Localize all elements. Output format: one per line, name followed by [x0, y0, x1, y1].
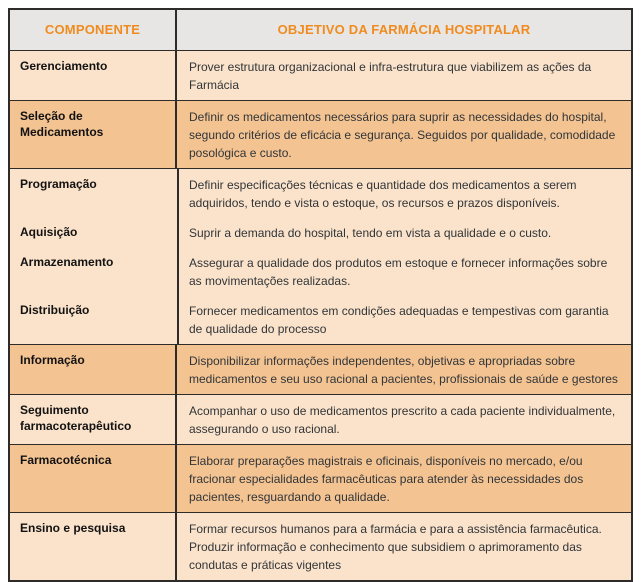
- column-divider: [177, 169, 179, 344]
- objective-text: Assegurar a qualidade dos produtos em estoque e fornecer informações sobre as movimentações realizadas.: [189, 256, 608, 288]
- component-label: Ensino e pesquisa: [10, 513, 177, 580]
- column-header-componente: COMPONENTE: [10, 10, 177, 50]
- subrow-distribuicao: [10, 302, 631, 338]
- objective-text: Suprir a demanda do hospital, tendo em vista a qualidade e o custo.: [189, 226, 552, 240]
- subrow-armazenamento: [10, 254, 631, 290]
- row-farmacotecnica: [10, 444, 631, 512]
- subrow-aquisicao: [10, 224, 631, 242]
- component-label: Armazenamento: [20, 255, 114, 269]
- objective-text: Fornecer medicamentos em condições adequadas e tempestivas com garantia de qualidade do processo: [189, 304, 609, 336]
- objective-text: Definir especificações técnicas e quantidade dos medicamentos a serem adquiridos, tendo e vista o estoque, os recursos e prazos disponíveis.: [189, 178, 577, 210]
- pharmacy-components-table: [8, 8, 633, 582]
- row-logistica-merged: [10, 168, 631, 344]
- objective-text: Disponibilizar informações independentes, objetivas e apropriadas sobre medicamentos e seu uso racional a pacientes, profissionais de saúde e gestores: [189, 354, 618, 386]
- component-label: Seleção de Medicamentos: [10, 101, 177, 168]
- column-header-objetivo: OBJETIVO DA FARMÁCIA HOSPITALAR: [277, 22, 531, 38]
- row-ensino-e-pesquisa: [10, 512, 631, 580]
- component-label: Gerenciamento: [10, 51, 177, 100]
- component-label: Aquisição: [20, 225, 78, 239]
- objective-text: Acompanhar o uso de medicamentos prescrito a cada paciente individualmente, assegurando o uso racional.: [189, 404, 616, 436]
- row-gerenciamento: [10, 50, 631, 100]
- row-selecao-de-medicamentos: [10, 100, 631, 168]
- component-label: Distribuição: [20, 303, 90, 317]
- row-seguimento-farmacoterapeutico: [10, 394, 631, 444]
- merged-row-content: [10, 169, 631, 344]
- component-label: Farmacotécnica: [10, 445, 177, 512]
- component-label: Informação: [10, 345, 177, 394]
- subrow-programacao: [10, 176, 631, 212]
- table-header-row: [10, 10, 631, 50]
- component-label: Programação: [20, 177, 97, 191]
- component-label: Seguimento farmacoterapêutico: [10, 395, 177, 444]
- objective-text: Prover estrutura organizacional e infra-estrutura que viabilizem as ações da Farmácia: [189, 60, 592, 92]
- objective-text: Formar recursos humanos para a farmácia e para a assistência farmacêutica. Produzir informação e conhecimento que subsidiem o aprimoramento das condutas e práticas vigentes: [189, 522, 602, 572]
- row-informacao: [10, 344, 631, 394]
- objective-text: Definir os medicamentos necessários para suprir as necessidades do hospital, segundo critérios de eficácia e segurança. Seguidos por qualidade, comodidade posológica e custo.: [189, 110, 616, 160]
- objective-text: Elaborar preparações magistrais e oficinais, disponíveis no mercado, e/ou fracionar especialidades farmacêuticas para atender às necessidades dos pacientes, resguardando a qualidade.: [189, 454, 584, 504]
